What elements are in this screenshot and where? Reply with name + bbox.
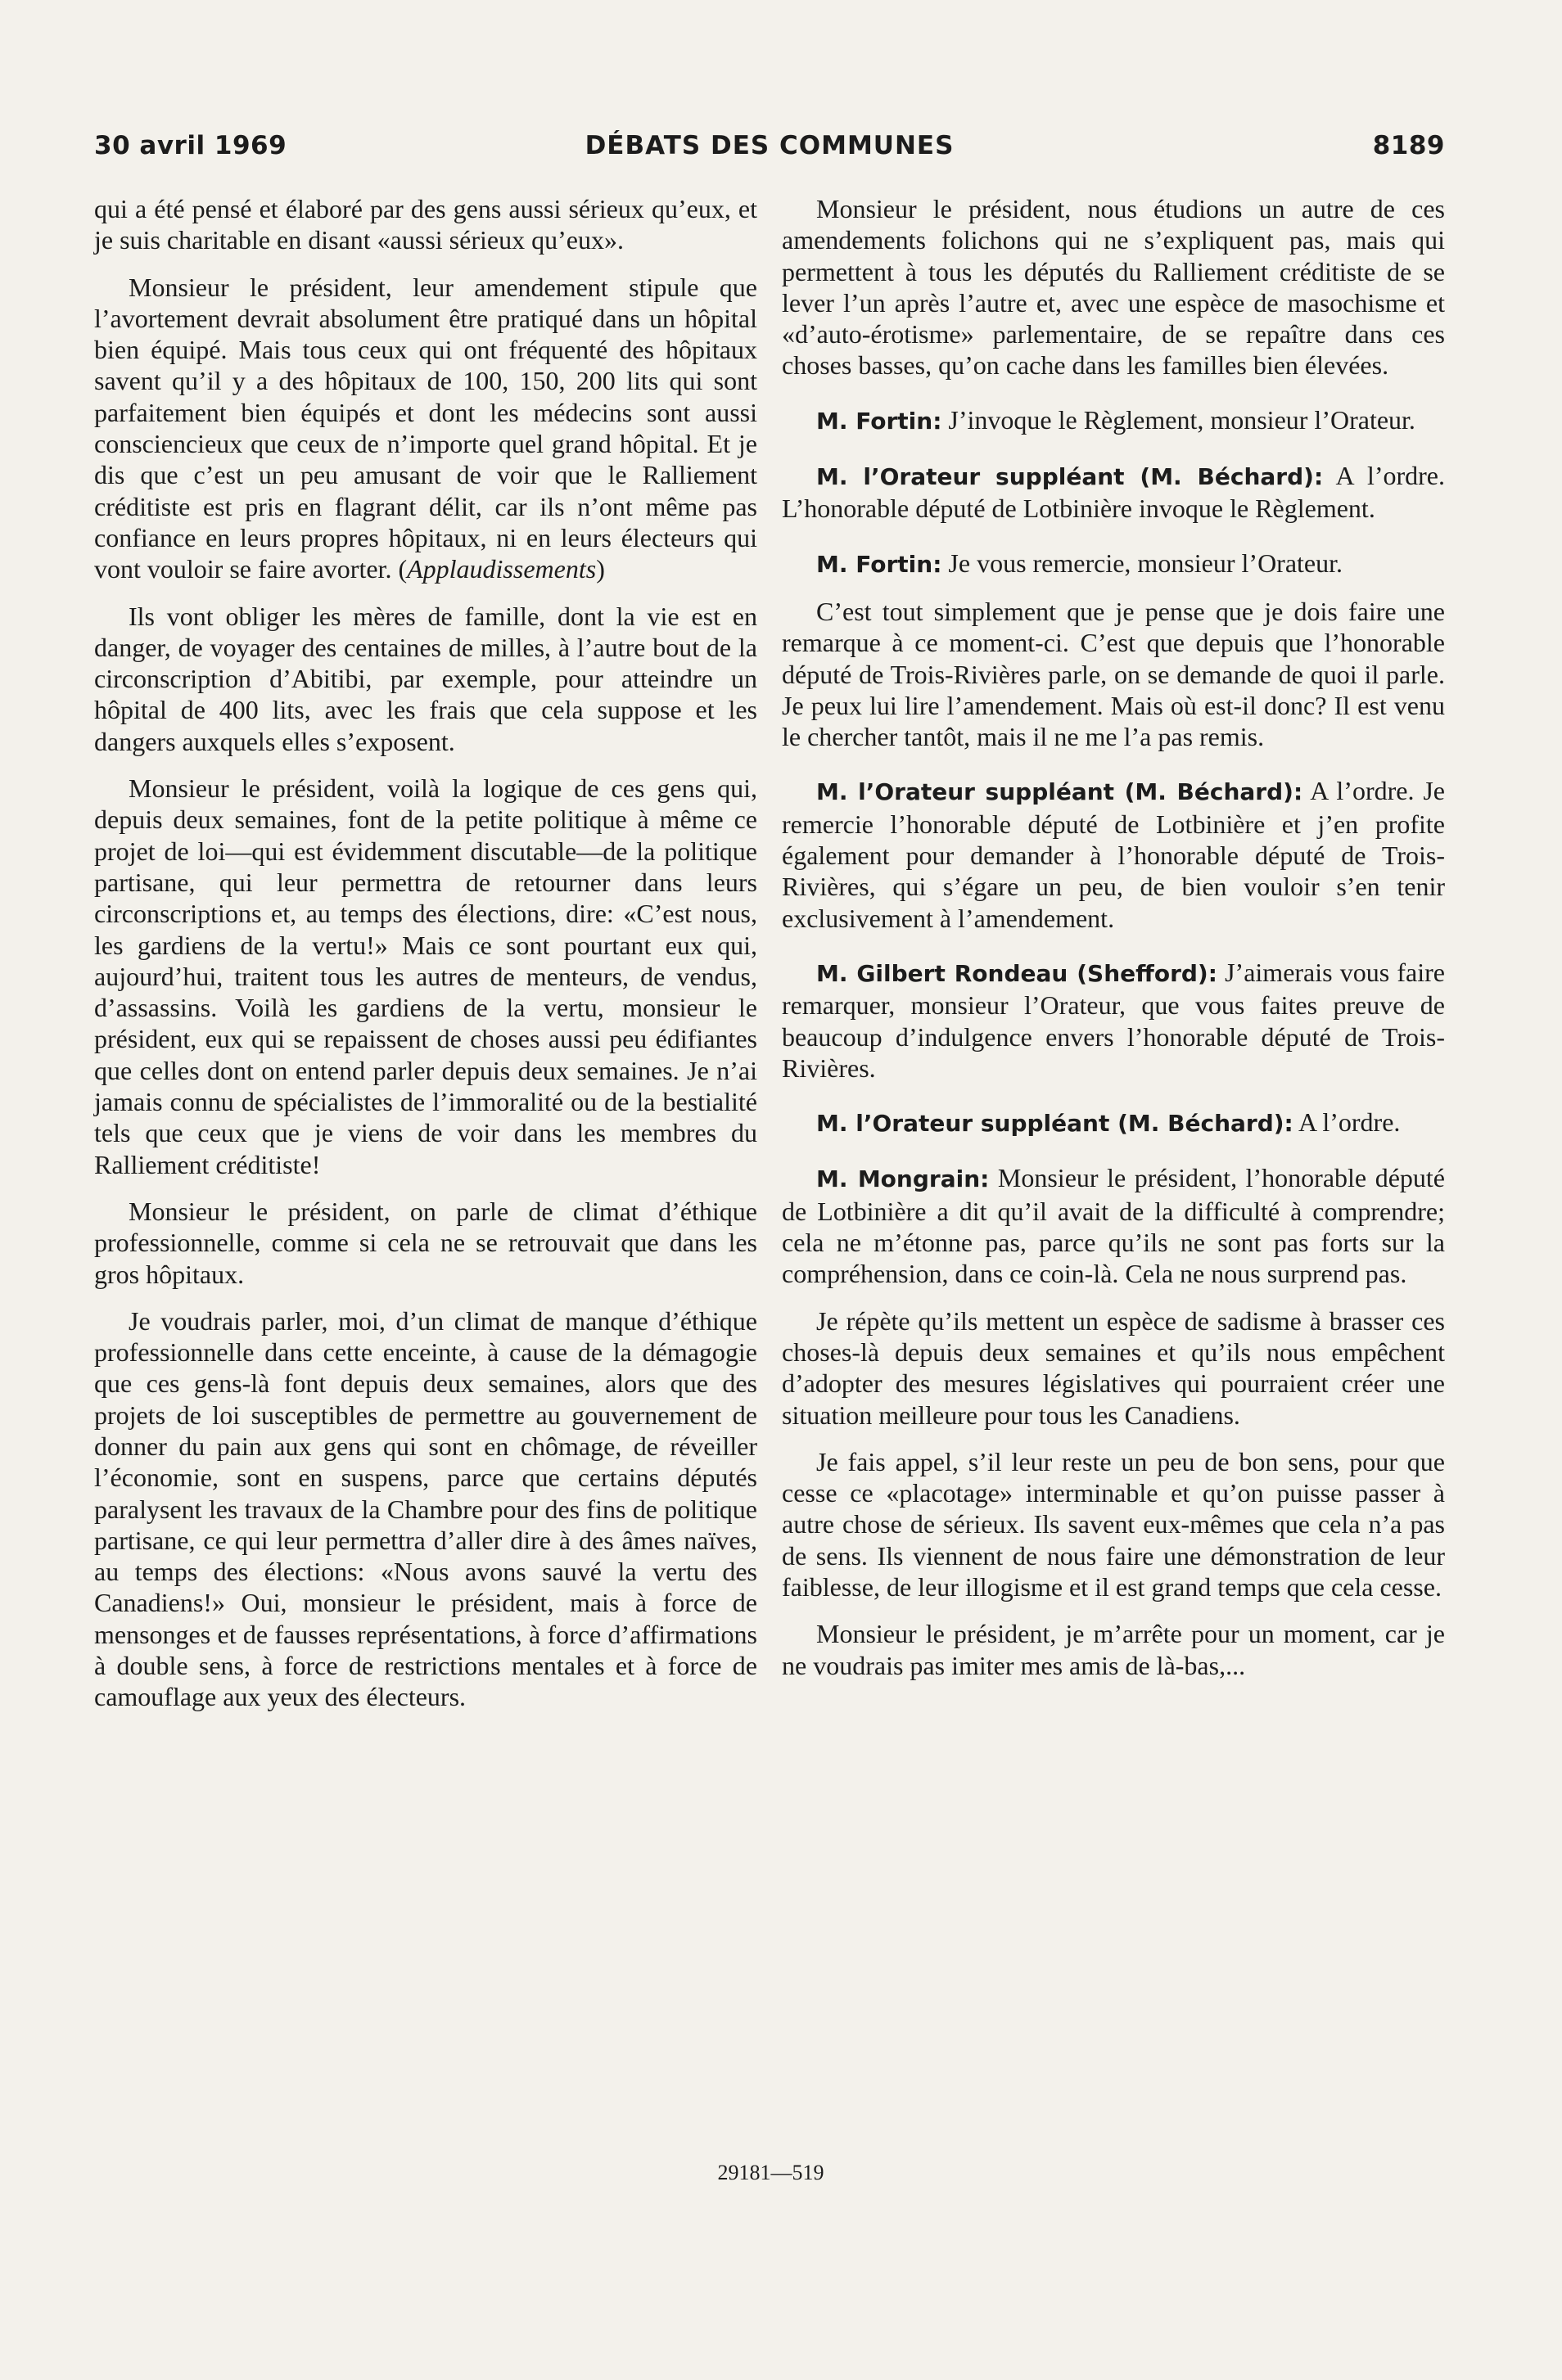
speech-text: Monsieur le président, l’honorable député de Lotbinière a dit qu’il avait de la difficulté à comprendre; cela ne m’étonne pas, parce qu’ils ne sont pas forts sur la compréhension, dans ce coin-là. Cela ne nous surprend pas. xyxy=(782,1163,1445,1289)
right-column xyxy=(782,193,1445,1681)
speaker-name: M. Gilbert Rondeau (Shefford): xyxy=(816,959,1217,987)
paragraph-text-end: ) xyxy=(596,554,605,584)
paragraph xyxy=(94,272,757,585)
page-header xyxy=(94,131,1445,172)
left-column xyxy=(94,193,757,1713)
footer-code: 29181—519 xyxy=(717,2161,824,2184)
speaker-name: M. l’Orateur suppléant (M. Béchard): xyxy=(816,463,1324,491)
speaker-name: M. Mongrain: xyxy=(816,1165,990,1193)
speech-text: Je vous remercie, monsieur l’Orateur. xyxy=(941,548,1343,578)
speech xyxy=(782,957,1445,1084)
speech-text: A l’ordre. xyxy=(1293,1107,1401,1138)
speech xyxy=(782,460,1445,525)
speech-text: J’invoque le Règlement, monsieur l’Orateur. xyxy=(941,404,1415,435)
paragraph: Monsieur le président, je m’arrête pour un moment, car je ne voudrais pas imiter mes amis de là-bas,... xyxy=(782,1619,1445,1680)
speech xyxy=(782,404,1445,437)
paragraph: Ils vont obliger les mères de famille, dont la vie est en danger, de voyager des centaines de milles, à l’autre bout de la circonscription d’Abitibi, par exemple, pour atteindre un hôpital de 400 lits, avec les frais que cela suppose et les dangers auxquels elles s’exposent. xyxy=(94,601,757,756)
paragraph: Je répète qu’ils mettent un espèce de sadisme à brasser ces choses-là depuis deux semaines et qu’ils nous empêchent d’adopter des mesures législatives qui pourraient créer une situation meilleure pour tous les Canadiens. xyxy=(782,1305,1445,1430)
header-date: 30 avril 1969 xyxy=(94,131,287,160)
paragraph: Monsieur le président, on parle de climat d’éthique professionnelle, comme si cela ne se retrouvait que dans les gros hôpitaux. xyxy=(94,1196,757,1289)
speaker-name: M. l’Orateur suppléant (M. Béchard): xyxy=(816,778,1303,806)
speaker-name: M. l’Orateur suppléant (M. Béchard): xyxy=(816,1110,1293,1138)
speech xyxy=(782,1162,1445,1289)
header-title: DÉBATS DES COMMUNES xyxy=(585,131,955,160)
speech-text: A l’ordre. L’honorable député de Lotbinière invoque le Règlement. xyxy=(782,461,1445,524)
speaker-name: M. Fortin: xyxy=(816,550,942,578)
speech-text: J’aimerais vous faire remarquer, monsieur l’Orateur, que vous faites preuve de beaucoup d’indulgence envers l’honorable député de Trois-Rivières. xyxy=(782,957,1446,1083)
speech-text: A l’ordre. Je remercie l’honorable député de Lotbinière et j’en profite également pour demander à l’honorable député de Trois-Rivières, qui s’égare un peu, de bien vouloir s’en tenir exclusivement à l’amendement. xyxy=(782,776,1445,933)
paragraph-text: Monsieur le président, leur amendement stipule que l’avortement devrait absolument être pratiqué dans un hôpital bien équipé. Mais tous ceux qui ont fréquenté des hôpitaux savent qu’il y a des hôpitaux de 100, 150, 200 lits qui sont parfaitement bien équipés et dont les médecins sont aussi consciencieux que ceux de n’importe quel grand hôpital. Et je dis que c’est un peu amusant de voir que le Ralliement créditiste est pris en flagrant délit, car ils n’ont même pas confiance en leurs propres hôpitaux, ni en leurs électeurs qui vont vouloir se faire avorter. ( xyxy=(94,272,757,584)
stage-direction: Applaudissements xyxy=(407,554,597,584)
paragraph: Je voudrais parler, moi, d’un climat de manque d’éthique professionnelle dans cette enceinte, à cause de la démagogie que ces gens-là font depuis deux semaines, alors que des projets de loi susceptibles de permettre au gouvernement de donner du pain aux gens qui sont en chômage, de réveiller l’économie, sont en suspens, parce que certains députés paralysent les travaux de la Chambre pour des fins de politique partisane, ce qui leur permettra d’aller dire à des âmes naïves, au temps des élections: «Nous avons sauvé la vertu des Canadiens!» Oui, monsieur le président, mais à force de mensonges et de fausses représentations, à force d’affirmations à double sens, à force de restrictions mentales et à force de camouflage aux yeux des électeurs. xyxy=(94,1305,757,1712)
paragraph: Monsieur le président, voilà la logique de ces gens qui, depuis deux semaines, font de la petite politique à même ce projet de loi—qui est évidemment discutable—de la politique partisane, qui leur permettra de retourner dans leurs circonscriptions et, au temps des élections, dire: «C’est nous, les gardiens de la vertu!» Mais ce sont pourtant eux qui, aujourd’hui, traitent tous les autres de menteurs, de vendus, d’assassins. Voilà les gardiens de la vertu, monsieur le président, eux qui se repaissent de choses aussi peu édifiantes que celles dont on entend parler depuis deux semaines. Je n’ai jamais connu de spécialistes de l’immoralité ou de la bestialité tels que ceux que je viens de voir dans les membres du Ralliement créditiste! xyxy=(94,773,757,1179)
speech xyxy=(782,775,1445,933)
paragraph: Monsieur le président, nous étudions un autre de ces amendements folichons qui ne s’expliquent pas, mais qui permettent à tous les députés du Ralliement créditiste de se lever l’un après l’autre et, avec une espèce de masochisme et «d’auto-érotisme» parlementaire, de se repaître dans ces choses basses, qu’on cache dans les familles bien élevées. xyxy=(782,194,1445,381)
paragraph: Je fais appel, s’il leur reste un peu de bon sens, pour que cesse ce «placotage» interminable et qu’on puisse passer à autre chose de sérieux. Ils savent eux-mêmes que cela n’a pas de sens. Ils viennent de nous faire une démonstration de leur faiblesse, de leur illogisme et il est grand temps que cela cesse. xyxy=(782,1446,1445,1602)
paragraph: C’est tout simplement que je pense que je dois faire une remarque à ce moment-ci. C’est que depuis que l’honorable député de Trois-Rivières parle, on se demande de quoi il parle. Je peux lui lire l’amendement. Mais où est-il donc? Il est venu le chercher tantôt, mais il ne me l’a pas remis. xyxy=(782,596,1445,752)
speech xyxy=(782,1107,1445,1139)
speaker-name: M. Fortin: xyxy=(816,407,942,435)
speech xyxy=(782,548,1445,580)
page-number: 8189 xyxy=(1372,131,1445,160)
paragraph: qui a été pensé et élaboré par des gens aussi sérieux qu’eux, et je suis charitable en disant «aussi sérieux qu’eux». xyxy=(94,194,757,255)
